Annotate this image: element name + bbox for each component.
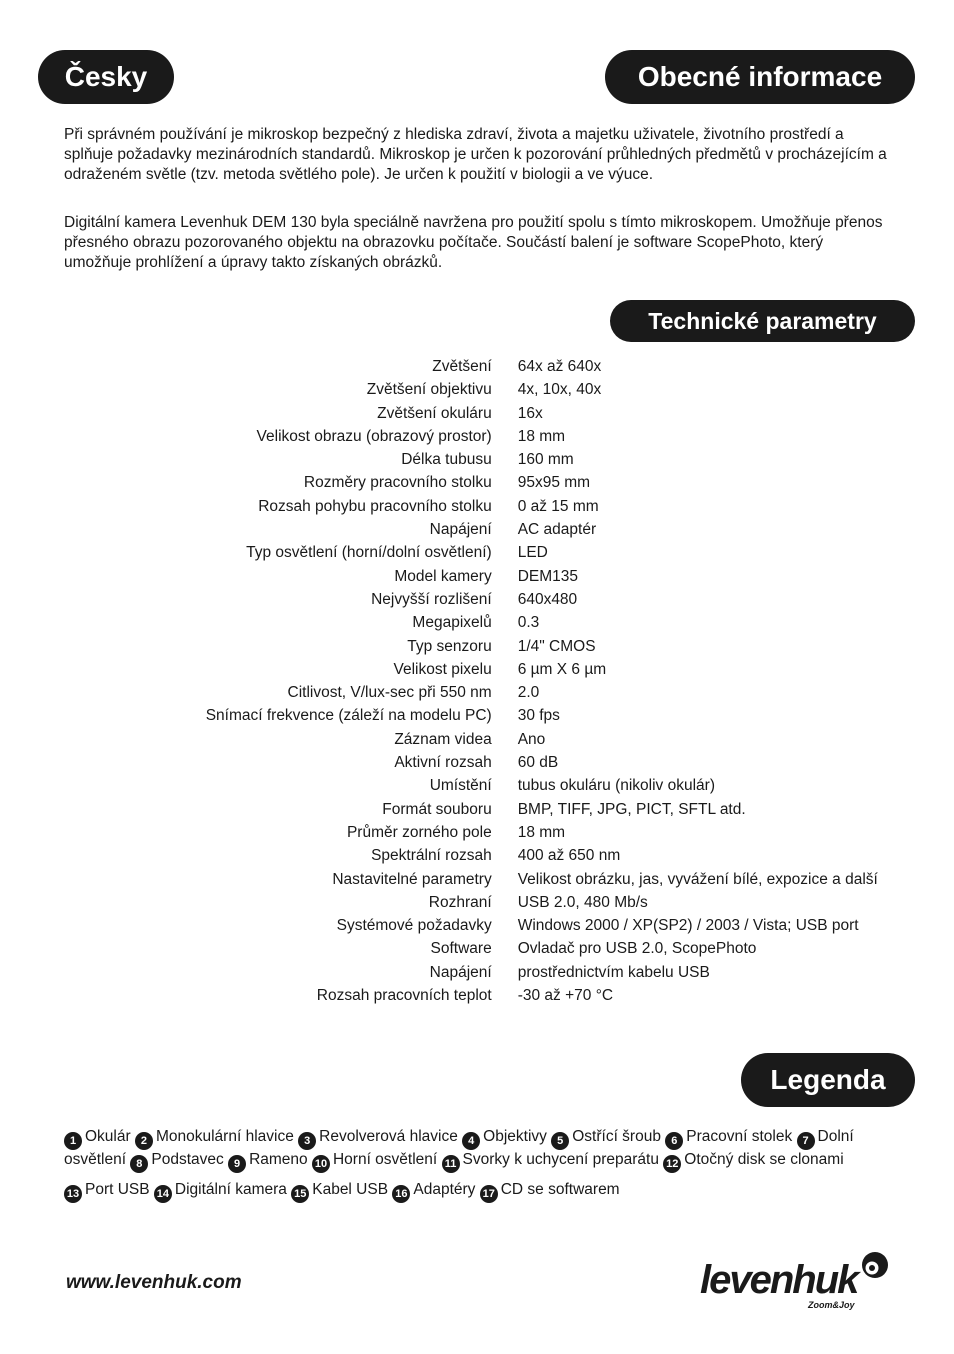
spec-label: Snímací frekvence (záleží na modelu PC) [205,707,492,725]
spec-row [100,404,900,427]
legend-label: Monokulární hlavice [155,1128,294,1145]
spec-label: Napájení [429,963,492,981]
spec-value: 30 fps [517,707,560,725]
legend-number-badge: 13 [64,1185,82,1203]
legend-number-badge: 14 [154,1185,172,1203]
spec-row [100,963,900,986]
logo-wordmark: levenhuk [700,1258,858,1302]
spec-label: Průměr zorného pole [346,823,492,841]
legend-number-badge: 8 [130,1155,148,1173]
legend-label: Pracovní stolek [686,1128,793,1145]
spec-row [100,473,900,496]
legend-item [312,1151,437,1168]
spec-value: USB 2.0, 480 Mb/s [517,893,648,911]
spec-value: 6 µm X 6 µm [517,660,607,678]
legend-label: Kabel USB [312,1181,389,1198]
logo-tagline: Zoom&Joy [808,1300,855,1310]
spec-label: Typ senzoru [407,637,492,655]
spec-label: Umístění [429,777,492,795]
spec-label: Aktivní rozsah [394,754,492,772]
legend-number-badge: 3 [298,1132,316,1150]
legend-number-badge: 16 [392,1185,410,1203]
legend-number-badge: 10 [312,1155,330,1173]
spec-value: Ovladač pro USB 2.0, ScopePhoto [517,940,757,958]
spec-value: 2.0 [517,684,540,702]
legend-label: CD se softwarem [500,1181,620,1198]
legend-item [442,1151,659,1168]
legend-number-badge: 15 [291,1185,309,1203]
spec-value: DEM135 [517,567,579,585]
spec-value: 16x [517,404,543,422]
legend-item [154,1181,287,1198]
spec-value: tubus okuláru (nikoliv okulár) [517,777,715,795]
spec-row [100,590,900,613]
legend-label: Revolverová hlavice [319,1128,458,1145]
spec-value: prostřednictvím kabelu USB [517,963,710,981]
spec-row [100,939,900,962]
spec-label: Typ osvětlení (horní/dolní osvětlení) [246,544,492,562]
spec-value: 640x480 [517,590,578,608]
spec-value: 0.3 [517,614,540,632]
spec-value: Ano [517,730,546,748]
legend-label: Otočný disk se clonami [684,1151,844,1168]
section-title-legend: Legenda [741,1053,915,1107]
spec-row [100,357,900,380]
spec-row [100,660,900,683]
legend-item [462,1128,547,1145]
spec-label: Software [430,940,492,958]
spec-value: Velikost obrázku, jas, vyvážení bílé, expozice a další [517,870,878,888]
legend-number-badge: 9 [228,1155,246,1173]
legend-label: Podstavec [151,1151,224,1168]
spec-label: Rozměry pracovního stolku [303,474,492,492]
spec-row [100,823,900,846]
spec-table [100,357,900,1009]
spec-row [100,800,900,823]
spec-row [100,520,900,543]
legend-number-badge: 1 [64,1132,82,1150]
spec-row [100,497,900,520]
legend-item [130,1151,223,1168]
spec-row [100,893,900,916]
logo-icon [858,1250,890,1282]
legend-number-badge: 12 [663,1155,681,1173]
legend-item [298,1128,458,1145]
section-title-technical: Technické parametry [610,300,915,342]
legend-label: Okulár [85,1128,131,1145]
spec-value: 4x, 10x, 40x [517,381,602,399]
spec-label: Velikost obrazu (obrazový prostor) [256,427,492,445]
spec-label: Délka tubusu [401,451,492,469]
spec-row [100,613,900,636]
legend-item [551,1128,661,1145]
legend-item [228,1151,308,1168]
legend-label: Digitální kamera [174,1181,287,1198]
legend-item [64,1181,150,1198]
legend-item [135,1128,294,1145]
legend-number-badge: 11 [442,1155,460,1173]
spec-row [100,916,900,939]
spec-label: Napájení [429,521,492,539]
spec-value: AC adaptér [517,521,597,539]
spec-value: 64x až 640x [517,358,602,375]
spec-label: Nastavitelné parametry [332,870,492,888]
legend-item [665,1128,792,1145]
legend-paragraph [64,1180,890,1203]
spec-label: Rozhraní [428,893,492,911]
spec-value: 400 až 650 nm [517,847,621,865]
spec-label: Citlivost, V/lux-sec při 550 nm [287,684,492,702]
intro-paragraph-2: Digitální kamera Levenhuk DEM 130 byla speciálně navržena pro použití spolu s tímto mikroskopem. Umožňuje přenos přesného obrazu pozorovaného objektu na obrazovku počítače. Součástí balení je software ScopePhoto, který umožňuje prohlížení a úpravy takto získaných obrázků. [64,214,883,271]
legend-label: Adaptéry [413,1181,476,1198]
spec-row [100,450,900,473]
spec-value: 0 až 15 mm [517,497,599,515]
spec-row [100,543,900,566]
legend-number-badge: 2 [135,1132,153,1150]
spec-value: 18 mm [517,823,566,841]
spec-label: Zvětšení [432,358,492,375]
legend-item [663,1151,843,1168]
legend-number-badge: 7 [797,1132,815,1150]
section-title-general: Obecné informace [605,50,915,104]
website-url[interactable]: www.levenhuk.com [66,1272,242,1293]
legend-paragraph [64,1127,890,1173]
spec-value: 18 mm [517,427,566,445]
spec-value: 160 mm [517,451,574,469]
legend-number-badge: 17 [480,1185,498,1203]
spec-label: Nejvyšší rozlišení [371,590,492,608]
spec-label: Záznam videa [394,730,492,748]
spec-value: LED [517,544,548,562]
legend-label: Ostřící šroub [572,1128,661,1145]
spec-value: 1/4" CMOS [517,637,596,655]
legend-list [64,1127,890,1210]
spec-label: Megapixelů [412,614,492,632]
spec-row [100,683,900,706]
spec-label: Spektrální rozsah [371,847,492,865]
legend-item [392,1181,475,1198]
spec-row [100,637,900,660]
legend-number-badge: 5 [551,1132,569,1150]
spec-value: -30 až +70 °C [517,987,614,1005]
spec-row [100,753,900,776]
legend-number-badge: 6 [665,1132,683,1150]
legend-label: Svorky k uchycení preparátu [462,1151,659,1168]
spec-row [100,730,900,753]
spec-row [100,427,900,450]
spec-row [100,706,900,729]
spec-row [100,776,900,799]
legend-item [64,1128,131,1145]
language-badge: Česky [38,50,174,104]
legend-item [480,1181,620,1198]
spec-label: Rozsah pracovních teplot [316,987,492,1005]
spec-value: BMP, TIFF, JPG, PICT, SFTL atd. [517,800,746,818]
legend-label: Rameno [249,1151,308,1168]
spec-label: Systémové požadavky [336,917,492,935]
spec-row [100,986,900,1009]
legend-label: Dolní osvětlení [64,1128,854,1168]
spec-row [100,380,900,403]
spec-row [100,567,900,590]
spec-row [100,870,900,893]
spec-value: Windows 2000 / XP(SP2) / 2003 / Vista; USB port [517,917,859,935]
legend-label: Horní osvětlení [332,1151,438,1168]
spec-row [100,846,900,869]
spec-label: Formát souboru [382,800,492,818]
spec-label: Model kamery [394,567,492,585]
legend-item [291,1181,388,1198]
spec-value: 60 dB [517,754,559,772]
spec-label: Velikost pixelu [393,660,492,678]
legend-label: Port USB [85,1181,150,1198]
legend-label: Objektivy [483,1128,547,1145]
brand-logo [700,1248,890,1314]
spec-value: 95x95 mm [517,474,591,492]
spec-label: Zvětšení objektivu [366,381,492,399]
intro-paragraph-1: Při správném používání je mikroskop bezpečný z hlediska zdraví, života a majetku uživatele, životního prostředí a splňuje požadavky mezinárodních standardů. Mikroskop je určen k pozorování průhledných předmětů v procházejícím a odraženém světle (tzv. metoda světlého pole). Je určen k použití v biologii a ve výuce. [64,126,887,183]
legend-number-badge: 4 [462,1132,480,1150]
spec-label: Rozsah pohybu pracovního stolku [258,497,492,515]
spec-label: Zvětšení okuláru [377,404,492,422]
